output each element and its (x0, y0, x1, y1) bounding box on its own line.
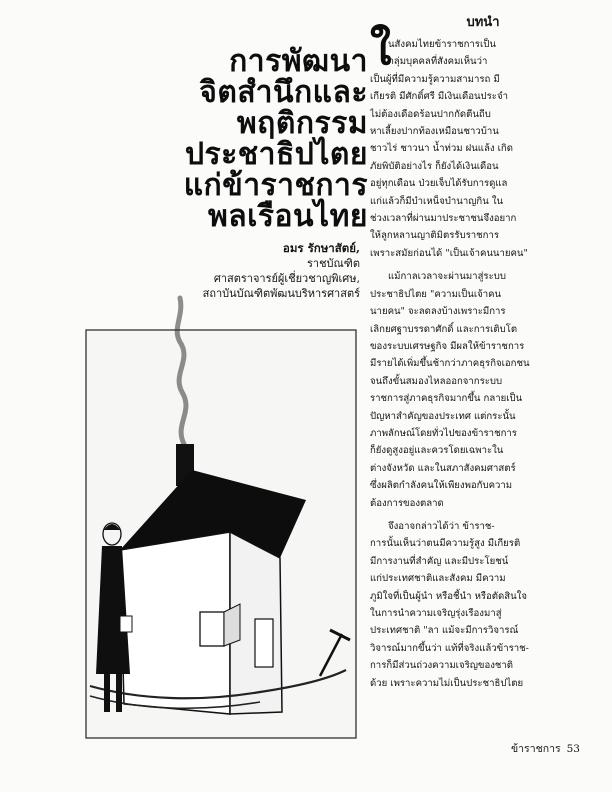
person-leg-right (116, 674, 122, 712)
text-line: มีรายได้เพิ่มขึ้นช้ากว่าภาคธุรกิจเอกชน (370, 358, 530, 370)
body-text (370, 36, 566, 692)
text-line: ก็ยังดูสูงอยู่และควรโดยเฉพาะใน (370, 445, 504, 457)
house-illustration (80, 294, 362, 744)
person-bag (120, 616, 132, 632)
text-line: การก็มีส่วนถ่วงความเจริญของชาติ (370, 660, 514, 672)
text-line: ในการนำความเจริญรุ่งเรืองมาสู่ (370, 608, 502, 619)
title-line: แก่ข้าราชการ (183, 168, 368, 203)
window-shutter (224, 604, 240, 646)
text-line: ภัยพิบัติอย่างไร ก็ยังได้เงินเดือน (370, 160, 499, 172)
title-line: ประชาธิปไตย (185, 137, 368, 172)
section-heading: บทนำ (466, 15, 500, 30)
title-line: พฤติกรรม (236, 106, 368, 141)
text-line: การนั้นเห็นว่าตนมีความรู้สูง มีเกียรติ (370, 538, 521, 550)
text-line: ประเทศชาติ "ลา แม้จะมีการวิจารณ์ (370, 625, 519, 637)
text-line: เลิกยศฐาบรรดาศักดิ์ และการเติบโต (370, 323, 518, 335)
text-line: นายคน" จะลดลงบ้างเพราะมีการ (370, 306, 506, 318)
text-line: มีการงานที่สำคัญ และมีประโยชน์ (370, 555, 509, 567)
text-line: ต้องการของตลาด (370, 497, 444, 509)
text-line: ซึ่งผลิตกำลังคนให้เพียงพอกับความ (370, 480, 513, 492)
text-line: แก่แล้วก็มีบำเหน็จบำนาญกิน ใน (370, 195, 504, 207)
text-line: อยู่ทุกเดือน ป่วยเจ็บได้รับการดูแล (370, 178, 508, 190)
text-line: ปัญหาสำคัญของประเทศ แต่กระนั้น (370, 410, 516, 422)
window (200, 612, 224, 646)
publication-name: ข้าราชการ (510, 743, 561, 755)
article-title (118, 46, 368, 232)
door (255, 619, 273, 667)
text-line: วิจารณ์มากขึ้นว่า แท้ที่จริงแล้วข้าราช- (370, 642, 529, 654)
author-institution: สถาบันบัณฑิตพัฒนบริหารศาสตร์ (202, 287, 360, 300)
text-line: ช่วงเวลาที่ผ่านมาประชาชนจึงอยาก (370, 213, 517, 225)
text-line: นสังคมไทยข้าราชการเป็น (388, 39, 496, 50)
author-role: ราชบัณฑิต (306, 257, 360, 270)
text-line: หาเลี้ยงปากท้องเหมือนชาวบ้าน (370, 126, 499, 138)
person-leg-left (104, 674, 110, 712)
text-line: ให้ลูกหลานญาติมิตรรับราชการ (370, 230, 499, 242)
title-line: พลเรือนไทย (208, 199, 368, 234)
text-line: เป็นผู้ที่มีความรู้ความสามารถ มี (370, 73, 500, 85)
text-line: ราชการสู่ภาคธุรกิจมากขึ้น กลายเป็น (370, 393, 523, 405)
text-line: ไม่ต้องเดือดร้อนปากกัดตีนถีบ (370, 108, 491, 120)
text-line: จึงอาจกล่าวได้ว่า ข้าราช- (388, 520, 495, 532)
text-line: ต่างจังหวัด และในสภาสังคมศาสตร์ (370, 462, 516, 474)
page-footer (490, 740, 580, 757)
text-line: ด้วย เพราะความไม่เป็นประชาธิปไตย (370, 677, 524, 689)
author-name: อมร รักษาสัตย์, (282, 241, 360, 255)
text-line: ภูมิใจที่เป็นผู้นำ หรือชี้นำ หรือตัดสินใจ (370, 590, 527, 602)
text-line: จนถึงขั้นสมองไหลออกจากระบบ (370, 375, 503, 387)
author-byline (150, 241, 360, 301)
text-line: กลุ่มบุคคลที่สังคมเห็นว่า (388, 56, 488, 68)
text-line: แก่ประเทศชาติและสังคม มีความ (370, 573, 506, 585)
text-line: ของระบบเศรษฐกิจ มีผลให้ข้าราชการ (370, 340, 525, 352)
article-body-column (370, 14, 566, 692)
text-line: เพราะสมัยก่อนได้ "เป็นเจ้าคนนายคน" (370, 247, 528, 259)
text-line: เกียรติ มีศักดิ์ศรี มีเงินเดือนประจำ (370, 91, 508, 103)
text-line: ชาวไร่ ชาวนา น้ำท่วม ฝนแล้ง เกิด (370, 143, 513, 155)
title-line: การพัฒนา (229, 44, 368, 79)
author-position: ศาสตราจารย์ผู้เชี่ยวชาญพิเศษ, (213, 272, 360, 285)
text-line: ประชาธิปไตย "ความเป็นเจ้าคน (370, 288, 502, 300)
text-line: ภาพลักษณ์โดยทั่วไปของข้าราชการ (370, 427, 517, 439)
title-line: จิตสำนึกและ (199, 75, 368, 110)
drop-cap: ใ (370, 24, 392, 75)
page-number: 53 (566, 743, 580, 755)
text-line: แม้กาลเวลาจะผ่านมาสู่ระบบ (388, 271, 506, 283)
